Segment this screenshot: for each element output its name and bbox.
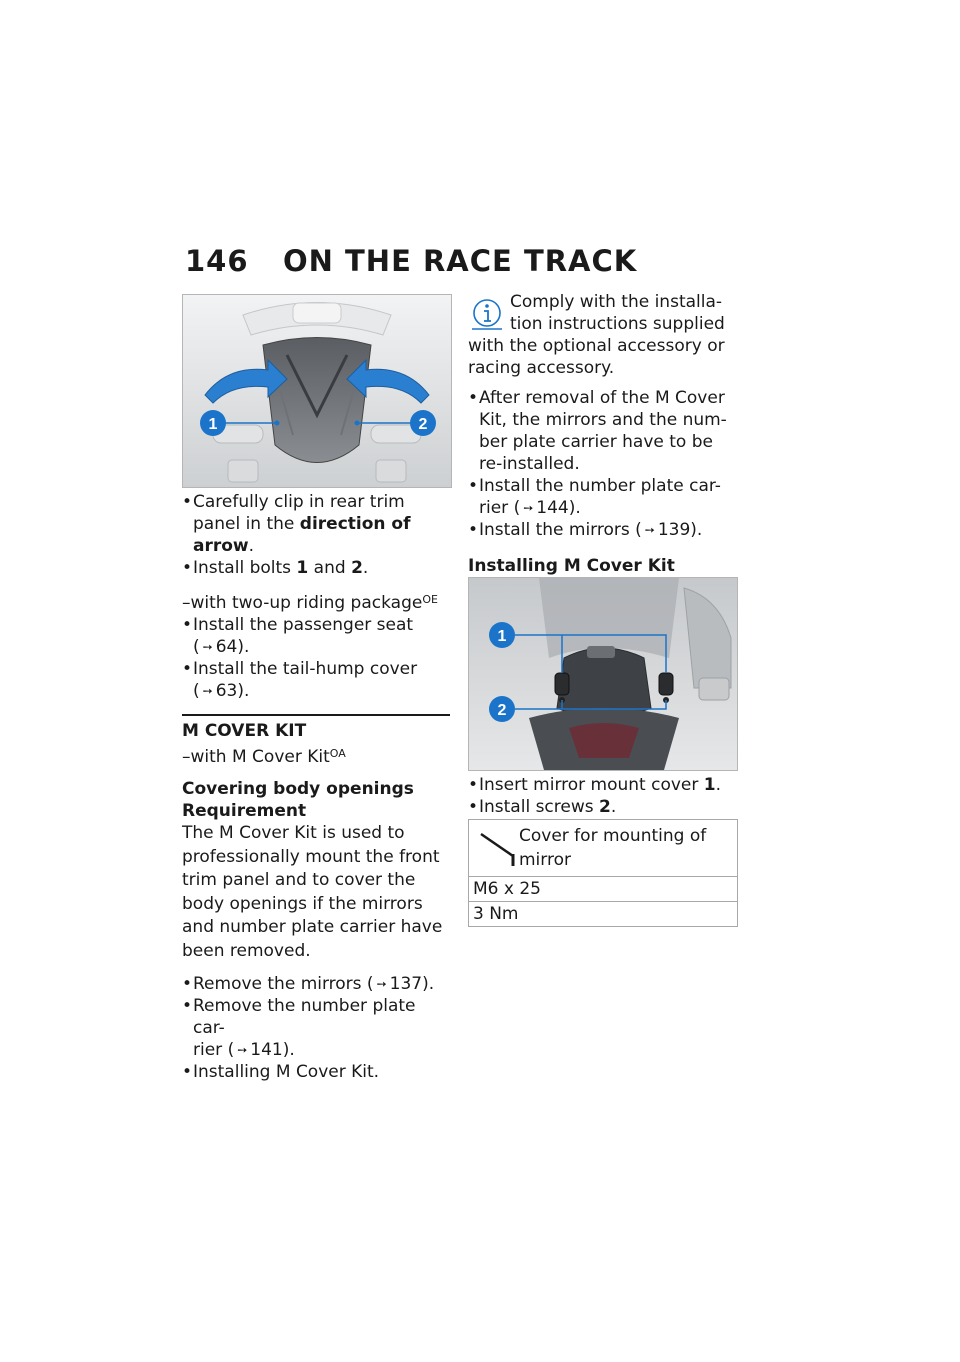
page-title: ON THE RACE TRACK [283,244,638,278]
condition-m-cover: –with M Cover Kit$^{OA}$ [182,747,346,767]
list-item: • Insert mirror mount cover 1. [468,774,738,796]
requirement-text: The M Cover Kit is used to professionally mount the front trim panel and to cover the body openings if the mirrors and number plate carrier have been removed. [182,823,443,961]
rear-trim-illustration [183,295,451,487]
section-divider [182,714,450,716]
figure-rear-trim-panel [182,294,452,488]
page-ref-link[interactable]: 144 [536,498,569,518]
page-number: 146 [185,244,249,278]
list-item: • Install the passenger seat ( ➙ 64). [182,614,450,658]
callout-1: 1 [497,628,507,645]
page-ref-link[interactable]: 139 [657,520,691,540]
page-ref-link[interactable]: 137 [389,974,423,994]
section-title: M COVER KIT [182,721,307,741]
page-ref-arrow-icon: ➙ [202,684,213,698]
page-ref-arrow-icon: ➙ [523,501,534,515]
m-cover-kit-section [182,720,450,1083]
list-item: • Install bolts 1 and 2. [182,557,450,579]
list-item: • Carefully clip in rear trim panel in the direction of arrow. [182,491,450,557]
mirror-steps [468,774,738,818]
spec-torque: 3 Nm [473,904,519,924]
subheading: Covering body openings [182,779,414,799]
page-ref-arrow-icon: ➙ [202,640,213,654]
right-steps [468,387,738,577]
spec-size: M6 x 25 [469,877,737,902]
page-ref-link[interactable]: 63 [215,681,238,701]
callout-1: 1 [208,416,218,433]
left-steps-1 [182,491,450,579]
mirror-mount-illustration [469,578,737,770]
page-ref-arrow-icon: ➙ [644,523,655,537]
page-ref-arrow-icon: ➙ [237,1043,248,1057]
page-ref-link[interactable]: 64 [215,637,238,657]
left-steps-2 [182,592,450,702]
list-item: • Install the mirrors ( ➙ 139). [468,519,738,541]
callout-2: 2 [497,702,507,719]
requirement-label: Requirement [182,801,307,821]
list-item: • Install the tail-hump cover ( ➙ 63). [182,658,450,702]
callout-2: 2 [418,416,428,433]
figure-mirror-mount [468,577,738,771]
list-item: • Install the number plate car- rier ( ➙ 144). [468,475,738,519]
spec-title-line2: mirror [519,850,571,870]
page-ref-link[interactable]: 141 [250,1040,283,1060]
torque-spec-table [468,819,738,927]
list-item: • Installing M Cover Kit. [182,1061,450,1083]
list-item: • Remove the mirrors ( ➙ 137). [182,973,450,995]
spec-title-line1: Cover for mounting of [519,826,707,846]
installing-heading: Installing M Cover Kit [468,556,675,576]
spec-header [469,820,737,877]
list-item: • Install screws 2. [468,796,738,818]
torque-wrench-icon [477,828,517,868]
list-item: • After removal of the M Cover Kit, the mirrors and the num- ber plate carrier have to be re-installed. [468,387,738,475]
note-block: Comply with the installa- tion instructions supplied with the optional accessory or racing accessory. [468,292,725,378]
page-ref-arrow-icon: ➙ [376,977,387,991]
condition-two-up: –with two-up riding package$^{OE}$ [182,593,438,613]
list-item: • Remove the number plate car- rier ( ➙ 141). [182,995,450,1061]
